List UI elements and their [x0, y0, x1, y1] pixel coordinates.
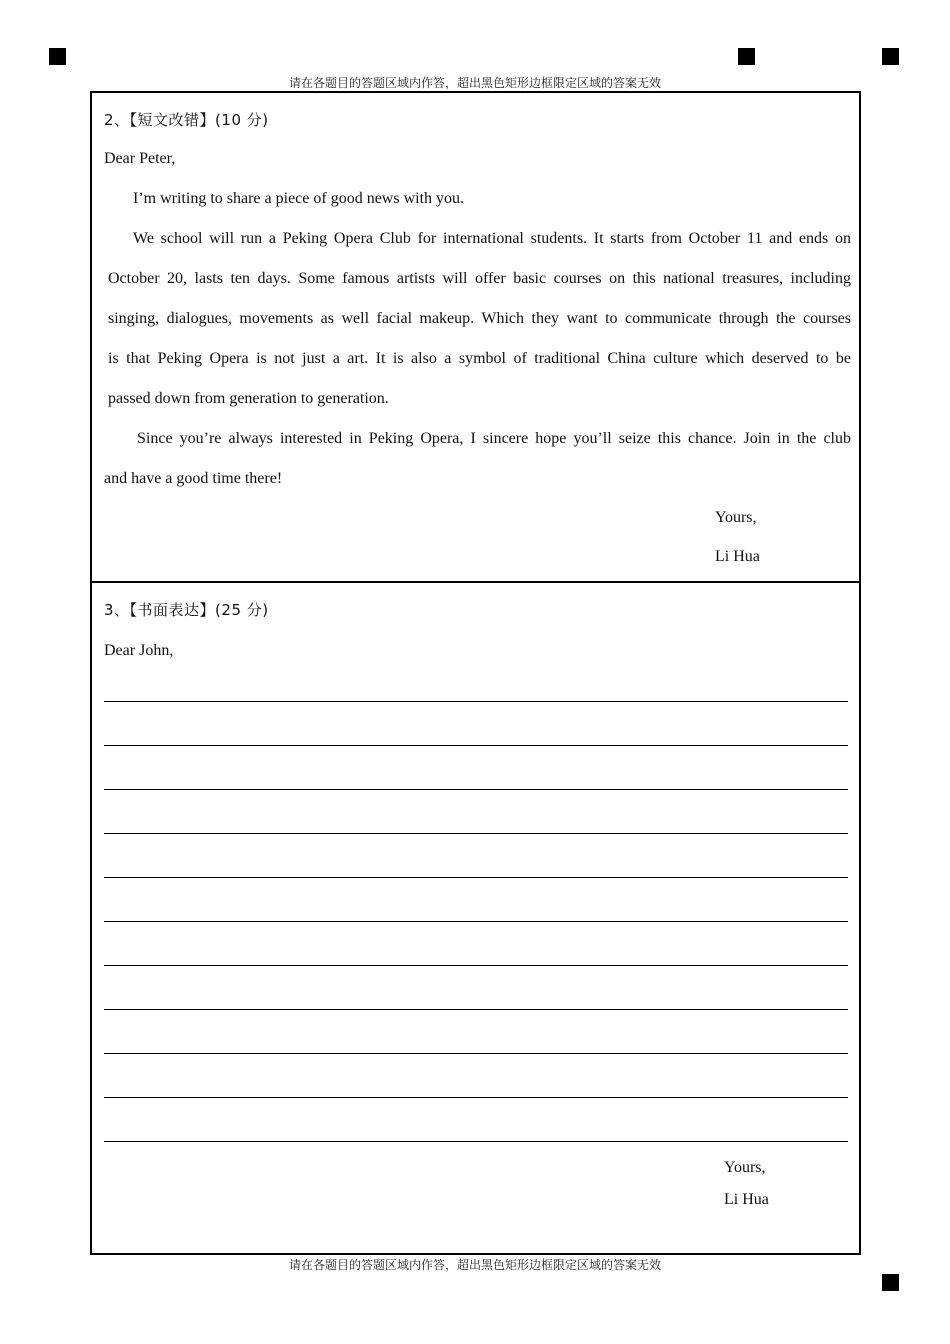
writing-line[interactable]	[104, 833, 848, 834]
section-divider	[92, 581, 859, 583]
section2-text-line: singing, dialogues, movements as well facial makeup. Which they want to communicate through the courses	[108, 310, 851, 327]
writing-line[interactable]	[104, 745, 848, 746]
writing-line[interactable]	[104, 789, 848, 790]
registration-marker-top-left	[49, 48, 66, 65]
section2-text-line: I’m writing to share a piece of good news with you.	[133, 190, 465, 207]
section3-signature: Li Hua	[724, 1191, 769, 1208]
writing-line[interactable]	[104, 1053, 848, 1054]
section2-title: 2、【短文改错】(10 分)	[104, 111, 269, 129]
section2-closing: Yours,	[715, 509, 757, 526]
section2-text-line: and have a good time there!	[104, 470, 283, 487]
section2-salutation: Dear Peter,	[104, 150, 176, 167]
section2-text-line: October 20, lasts ten days. Some famous artists will offer basic courses on this national treasures, including	[108, 270, 851, 287]
writing-line[interactable]	[104, 921, 848, 922]
writing-line[interactable]	[104, 965, 848, 966]
writing-line[interactable]	[104, 1141, 848, 1142]
registration-marker-bottom-right	[882, 1274, 899, 1291]
registration-marker-top-right	[882, 48, 899, 65]
section2-text-line: We school will run a Peking Opera Club for international students. It starts from October 11 and ends on	[133, 230, 851, 247]
section2-text-line: is that Peking Opera is not just a art. It is also a symbol of traditional China culture which deserved to be	[108, 350, 851, 367]
section3-closing: Yours,	[724, 1159, 766, 1176]
registration-marker-top-center	[738, 48, 755, 65]
section2-signature: Li Hua	[715, 548, 760, 565]
answer-frame	[90, 91, 861, 1255]
writing-line[interactable]	[104, 1097, 848, 1098]
writing-line[interactable]	[104, 877, 848, 878]
writing-line[interactable]	[104, 701, 848, 702]
section2-text-line: passed down from generation to generation.	[108, 390, 389, 407]
writing-line[interactable]	[104, 1009, 848, 1010]
answer-area-notice-bottom: 请在各题目的答题区域内作答，超出黑色矩形边框限定区域的答案无效	[288, 1258, 661, 1272]
section2-text-line: Since you’re always interested in Peking Opera, I sincere hope you’ll seize this chance. Join in the club	[137, 430, 851, 447]
answer-area-notice-top: 请在各题目的答题区域内作答，超出黑色矩形边框限定区域的答案无效	[288, 76, 661, 90]
section3-salutation: Dear John,	[104, 642, 174, 659]
section3-title: 3、【书面表达】(25 分)	[104, 601, 269, 619]
